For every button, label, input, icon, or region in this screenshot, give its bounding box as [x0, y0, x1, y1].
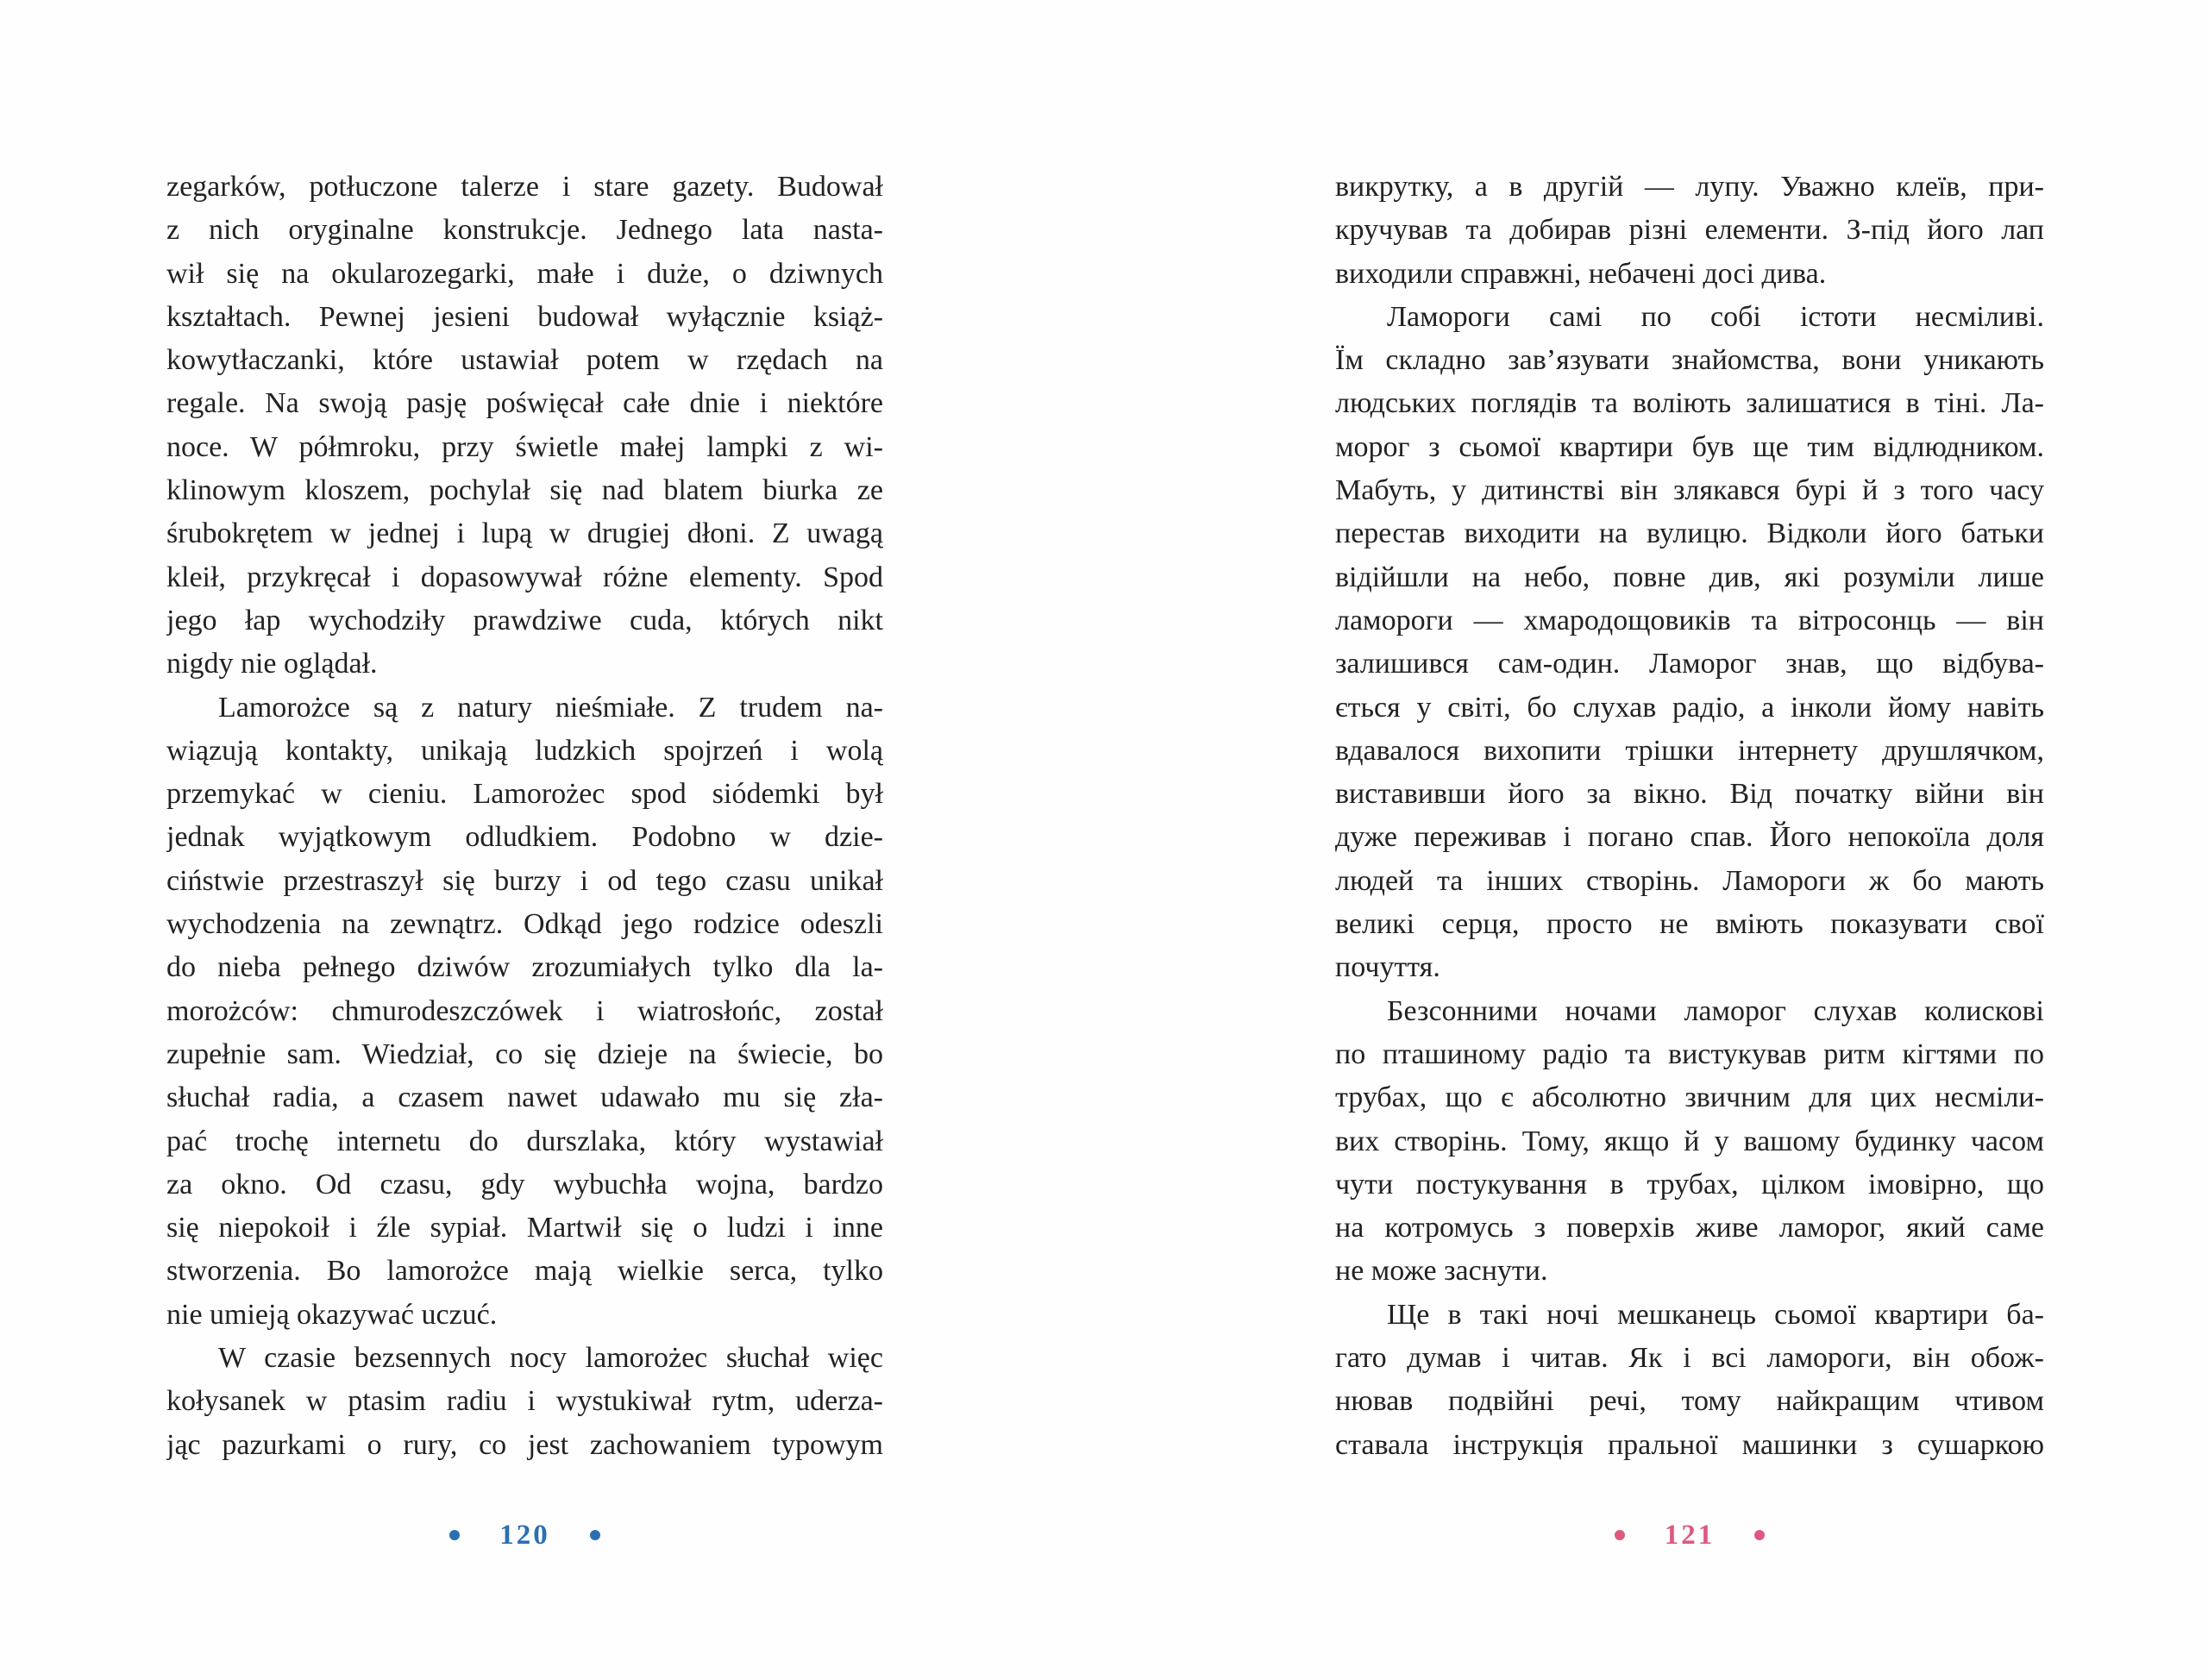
- text-line: wił się na okularozegarki, małe i duże, o dziwnych: [166, 257, 883, 290]
- text-line: Ламороги самі по собі істоти несміливі.: [1387, 300, 2044, 333]
- text-line: кручував та добирав різні елементи. З-під його лап: [1335, 214, 2044, 247]
- text-line: kleił, przykręcał i dopasowywał różne elementy. Spod: [166, 561, 883, 593]
- text-line: по пташиному радіо та вистукував ритм кігтями по: [1335, 1037, 2044, 1070]
- text-line: przemykać w cieniu. Lamorożec spod siódemki był: [166, 778, 883, 811]
- text-line: słuchał radia, a czasem nawet udawało mu się zła-: [166, 1081, 883, 1114]
- text-line: śrubokrętem w jednej i lupą w drugiej dłoni. Z uwagą: [166, 517, 883, 550]
- text-line: jego łap wychodziły prawdziwe cuda, których nikt: [166, 604, 883, 636]
- text-line: чути постукування в трубах, цілком імовірно, що: [1335, 1168, 2044, 1200]
- text-line: ламороги — хмародощовиків та вітросонць — він: [1335, 604, 2044, 636]
- text-line: перестав виходити на вулицю. Відколи його батьки: [1335, 517, 2044, 550]
- text-line: залишився сам-один. Ламорог знав, що відбува-: [1335, 648, 2044, 680]
- text-line: дуже переживав і погано спав. Його непокоїла доля: [1335, 821, 2044, 854]
- text-line: людей та інших створінь. Ламороги ж бо мають: [1335, 864, 2044, 897]
- left-page-text-column: [166, 166, 883, 1467]
- text-line: викрутку, а в другій — лупу. Уважно клеїв, при-: [1335, 171, 2044, 203]
- text-line: на котромусь з поверхів живе ламорог, який саме: [1335, 1212, 2044, 1244]
- text-line: noce. W półmroku, przy świetle małej lampki z wi-: [166, 430, 883, 463]
- right-page-text-column: [1335, 166, 2044, 1467]
- text-line: ставала інструкція пральної машинки з сушаркою: [1335, 1428, 2044, 1461]
- left-page-footer: [166, 1511, 883, 1559]
- text-line: нював подвійні речі, тому найкращим чтивом: [1335, 1385, 2044, 1418]
- text-line: zupełnie sam. Wiedział, co się dzieje na świecie, bo: [166, 1037, 883, 1070]
- text-line: klinowym kloszem, pochylał się nad blatem biurka ze: [166, 474, 883, 507]
- text-line: jednak wyjątkowym odludkiem. Podobno w dzie-: [166, 821, 883, 854]
- text-line: z nich oryginalne konstrukcje. Jednego lata nasta-: [166, 214, 883, 247]
- text-line: się niepokoił i źle sypiał. Martwił się o ludzi i inne: [166, 1212, 883, 1244]
- text-line: Мабуть, у дитинстві він злякався бурі й з того часу: [1335, 474, 2044, 507]
- right-page-number: 121: [1664, 1519, 1716, 1551]
- text-line: ється у світі, бо слухав радіо, а інколи йому навіть: [1335, 691, 2044, 724]
- text-line: za okno. Od czasu, gdy wybuchła wojna, bardzo: [166, 1168, 883, 1200]
- text-line: виставивши його за вікно. Від початку війни він: [1335, 778, 2044, 811]
- right-footer-dot-right: [1754, 1530, 1765, 1540]
- text-line: Lamorożce są z natury nieśmiałe. Z trudem na-: [218, 691, 883, 724]
- text-line: morożców: chmurodeszczówek i wiatrosłońc, został: [166, 994, 883, 1027]
- text-line: stworzenia. Bo lamorożce mają wielkie serca, tylko: [166, 1255, 883, 1288]
- left-footer-dot-left: [449, 1530, 460, 1540]
- text-line: nie umieją okazywać uczuć.: [166, 1298, 498, 1331]
- left-footer-dot-right: [590, 1530, 600, 1540]
- text-line: людських поглядів та воліють залишатися в тіні. Ла-: [1335, 387, 2044, 420]
- text-line: kołysanek w ptasim radiu i wystukiwał rytm, uderza-: [166, 1385, 883, 1418]
- text-line: вих створінь. Тому, якщо й у вашому будинку часом: [1335, 1125, 2044, 1157]
- text-line: kształtach. Pewnej jesieni budował wyłącznie książ-: [166, 300, 883, 333]
- text-line: не може заснути.: [1335, 1255, 1548, 1288]
- text-line: jąc pazurkami o rury, co jest zachowaniem typowym: [166, 1428, 883, 1461]
- right-page-footer: [1335, 1511, 2044, 1559]
- text-line: виходили справжні, небачені досі дива.: [1335, 257, 1827, 290]
- text-line: вдавалося вихопити трішки інтернету друшлячком,: [1335, 734, 2044, 767]
- text-line: kowytłaczanki, które ustawiał potem w rzędach na: [166, 344, 883, 377]
- text-line: zegarków, potłuczone talerze i stare gazety. Budował: [166, 171, 883, 203]
- text-line: гато думав і читав. Як і всі ламороги, він обож-: [1335, 1342, 2044, 1375]
- text-line: почуття.: [1335, 951, 1440, 984]
- left-page-number: 120: [499, 1519, 550, 1551]
- text-line: do nieba pełnego dziwów zrozumiałych tylko dla la-: [166, 951, 883, 984]
- right-footer-dot-left: [1615, 1530, 1625, 1540]
- text-line: W czasie bezsennych nocy lamorożec słuchał więc: [218, 1342, 883, 1375]
- text-line: великі серця, просто не вміють показувати свої: [1335, 908, 2044, 941]
- text-line: морог з сьомої квартири був ще тим відлюдником.: [1335, 430, 2044, 463]
- text-line: wiązują kontakty, unikają ludzkich spojrzeń i wolą: [166, 734, 883, 767]
- text-line: відійшли на небо, повне див, які розуміли лише: [1335, 561, 2044, 593]
- text-line: трубах, що є абсолютно звичним для цих несміли-: [1335, 1081, 2044, 1114]
- text-line: Ще в такі ночі мешканець сьомої квартири ба-: [1387, 1298, 2044, 1331]
- text-line: Їм складно зав’язувати знайомства, вони уникають: [1335, 344, 2044, 377]
- text-line: regale. Na swoją pasję poświęcał całe dnie i niektóre: [166, 387, 883, 420]
- text-line: Безсонними ночами ламорог слухав колискові: [1387, 994, 2044, 1027]
- text-line: wychodzenia na zewnątrz. Odkąd jego rodzice odeszli: [166, 908, 883, 941]
- text-line: pać trochę internetu do durszlaka, który wystawiał: [166, 1125, 883, 1157]
- text-line: nigdy nie oglądał.: [166, 648, 378, 680]
- text-line: ciństwie przestraszył się burzy i od tego czasu unikał: [166, 864, 883, 897]
